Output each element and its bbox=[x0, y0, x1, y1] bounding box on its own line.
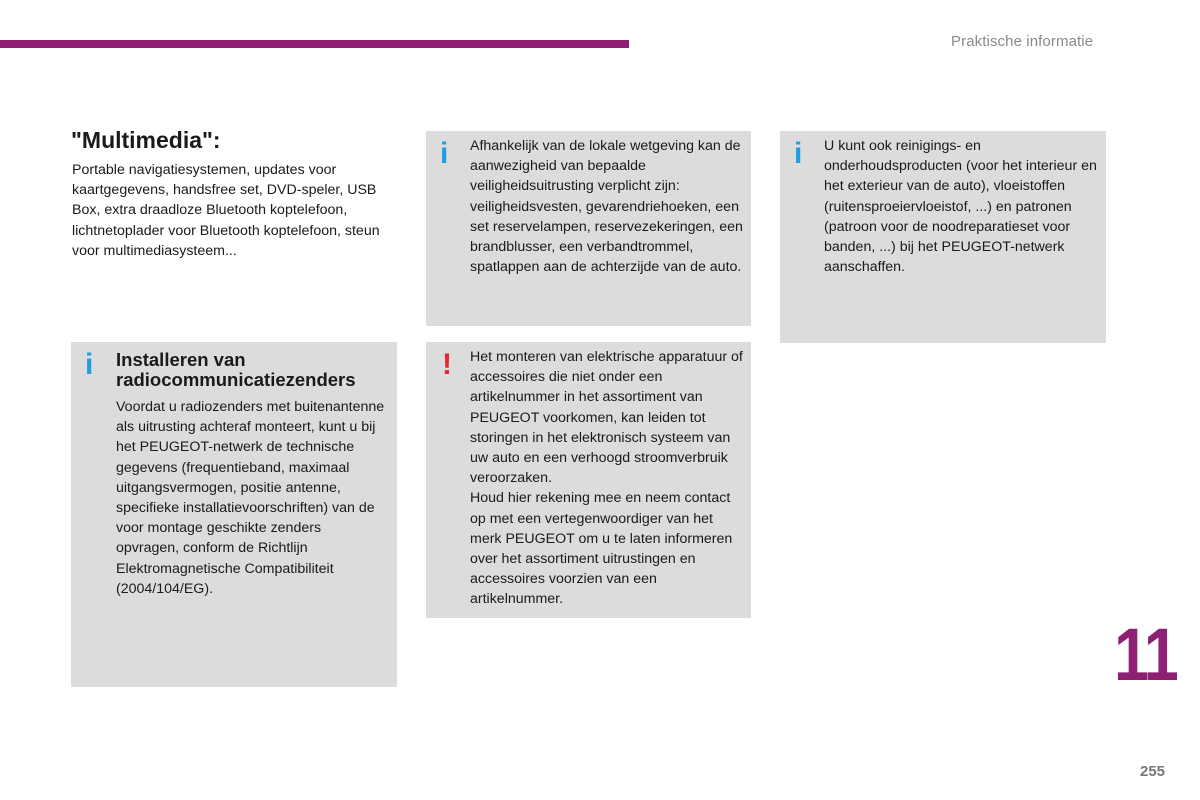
page-number: 255 bbox=[1140, 763, 1166, 780]
header-title: Praktische informatie bbox=[951, 33, 1094, 50]
warning-paragraph-2: Houd hier rekening mee en neem contact op met een vertegenwoordiger van het merk PEUGEOT om u te laten informeren over het assortiment uitrustingen en accessoires voorzien van een artikelnummer. bbox=[470, 490, 733, 608]
radio-transmitters-info-box bbox=[71, 342, 397, 687]
warning-paragraph-1: Het monteren van elektrische apparatuur of accessoires die niet onder een artikelnummer in het assortiment van PEUGEOT voorkomen, kan leiden tot storingen in het elektronisch systeem van uw auto en een verhoogd stroomverbruik veroorzaken. bbox=[470, 349, 743, 487]
header-accent-bar bbox=[0, 40, 629, 48]
info-icon: i bbox=[440, 137, 449, 170]
electrical-equipment-warning-box bbox=[426, 342, 751, 618]
info-icon: i bbox=[794, 137, 803, 170]
radio-transmitters-text: Voordat u radiozenders met buitenantenne als uitrusting achteraf monteert, kunt u bij het PEUGEOT-netwerk de technische gegevens (frequentieband, maximaal uitgangsvermogen, positie antenne, specifieke installatievoorschriften) van de voor montage geschikte zenders opvragen, conform de Richtlijn Elektromagnetische Compatibiliteit (2004/104/EG). bbox=[116, 399, 385, 597]
products-text: U kunt ook reinigings- en onderhoudsproducten (voor het interieur en het exterieur van de auto), vloeistoffen (ruitensproeiervloeistof, ...) en patronen (patroon voor de noodreparatieset voor banden, ...) bij het PEUGEOT-netwerk aanschaffen. bbox=[824, 138, 1097, 276]
legal-equipment-info-box bbox=[426, 131, 751, 326]
info-icon: i bbox=[85, 348, 94, 381]
multimedia-text: Portable navigatiesystemen, updates voor kaartgegevens, handsfree set, DVD-speler, USB Box, extra draadloze Bluetooth koptelefoon, lichtnetoplader voor Bluetooth koptelefoon, steun voor multimediasysteem... bbox=[72, 162, 380, 259]
multimedia-title: "Multimedia": bbox=[71, 127, 221, 153]
products-info-box bbox=[780, 131, 1106, 343]
warning-text bbox=[470, 347, 748, 610]
legal-equipment-text: Afhankelijk van de lokale wetgeving kan de aanwezigheid van bepaalde veiligheidsuitrusting verplicht zijn: veiligheidsvesten, gevarendriehoeken, een set reservelampen, reservezekeringen, een brandblusser, een verbandtrommel, spatlappen aan de achterzijde van de auto. bbox=[470, 138, 743, 276]
chapter-number: 11 bbox=[1114, 613, 1178, 696]
radio-transmitters-title: Installeren van radiocommunicatiezenders bbox=[116, 349, 356, 390]
warning-icon: ! bbox=[442, 348, 452, 381]
